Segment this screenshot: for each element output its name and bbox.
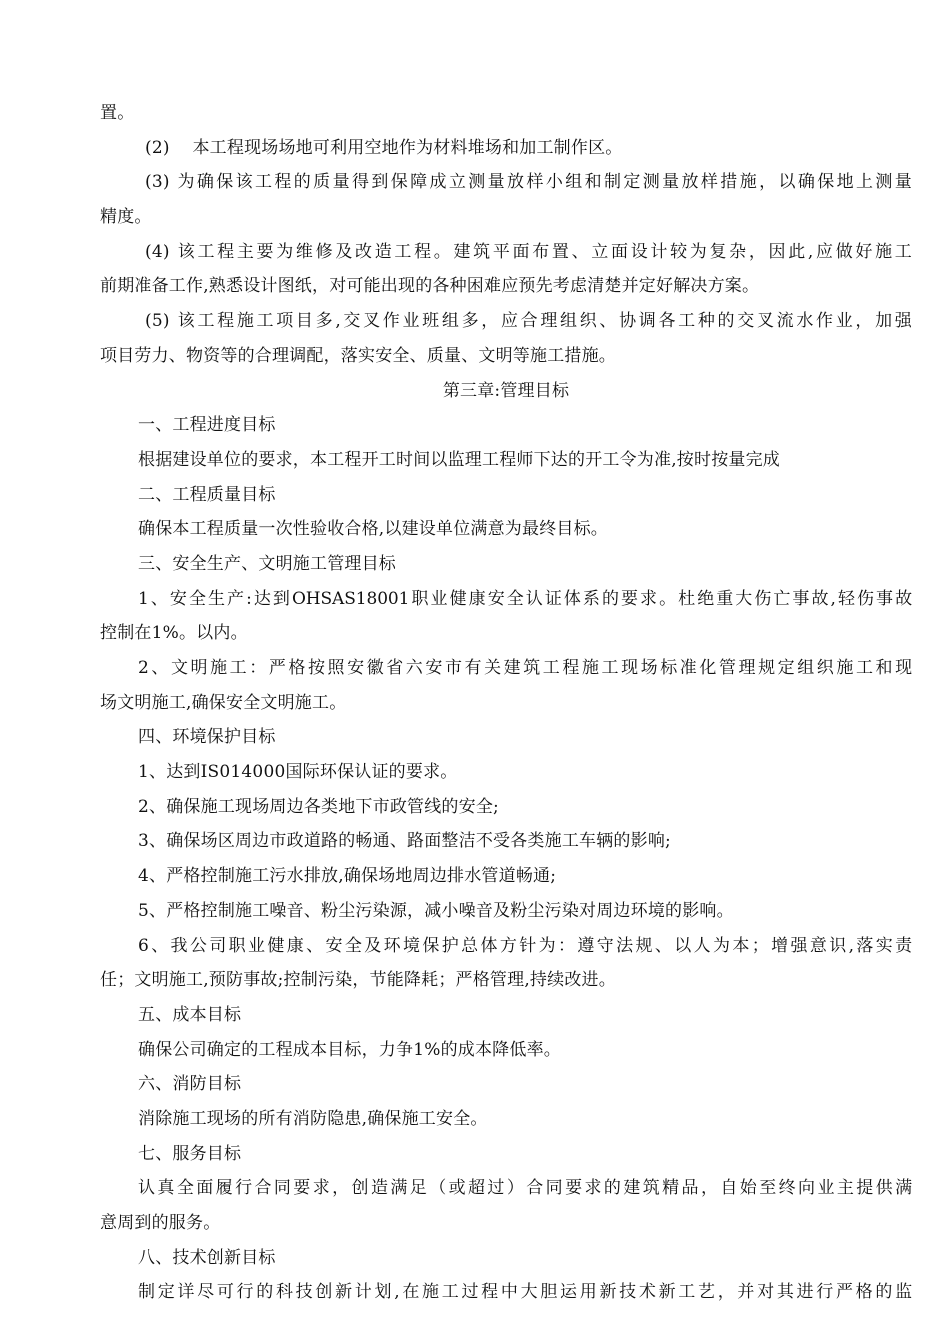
list-item: 1、达到IS014000国际环保认证的要求。: [138, 762, 458, 783]
paragraph-line: 消除施工现场的所有消防隐患,确保施工安全。: [138, 1108, 488, 1129]
paragraph-line: (3) 为确保该工程的质量得到保障成立测量放样小组和制定测量放样措施，以确保地上测量: [145, 172, 912, 193]
section-heading: 二、工程质量目标: [138, 484, 276, 505]
paragraph-line: (2) 本工程现场场地可利用空地作为材料堆场和加工制作区。: [145, 137, 623, 158]
section-heading: 三、安全生产、文明施工管理目标: [138, 553, 396, 574]
chapter-heading: 第三章:管理目标: [442, 380, 570, 401]
paragraph-line: 确保公司确定的工程成本目标，力争1%的成本降低率。: [138, 1039, 561, 1060]
paragraph-line: 根据建设单位的要求，本工程开工时间以监理工程师下达的开工令为准,按时按量完成: [138, 449, 781, 470]
section-heading: 五、成本目标: [138, 1004, 242, 1025]
paragraph-line: 精度。: [100, 207, 152, 228]
paragraph-line: 制定详尽可行的科技创新计划,在施工过程中大胆运用新技术新工艺，并对其进行严格的监: [138, 1282, 912, 1303]
section-heading: 七、服务目标: [138, 1143, 242, 1164]
paragraph-line: 任；文明施工,预防事故;控制污染，节能降耗；严格管理,持续改进。: [100, 970, 616, 991]
list-item: 6、我公司职业健康、安全及环境保护总体方针为：遵守法规、以人为本；增强意识,落实责: [138, 935, 912, 956]
paragraph-line: 置。: [100, 103, 135, 123]
list-item: 2、确保施工现场周边各类地下市政管线的安全;: [138, 796, 499, 817]
section-heading: 八、技术创新目标: [138, 1247, 276, 1268]
section-heading: 四、环境保护目标: [138, 727, 276, 748]
section-heading: 六、消防目标: [138, 1074, 242, 1095]
paragraph-line: 前期准备工作,熟悉设计图纸，对可能出现的各种困难应预先考虑清楚并定好解决方案。: [100, 276, 760, 297]
paragraph-line: 1、安全生产:达到OHSAS18001职业健康安全认证体系的要求。杜绝重大伤亡事故,轻伤事故: [138, 588, 912, 609]
paragraph-line: 2、文明施工：严格按照安徽省六安市有关建筑工程施工现场标准化管理规定组织施工和现: [138, 658, 912, 678]
paragraph-line: (5) 该工程施工项目多,交叉作业班组多，应合理组织、协调各工种的交叉流水作业，加强: [145, 311, 912, 332]
paragraph-line: 确保本工程质量一次性验收合格,以建设单位满意为最终目标。: [138, 519, 609, 540]
paragraph-line: (4) 该工程主要为维修及改造工程。建筑平面布置、立面设计较为复杂，因此,应做好施工: [145, 241, 912, 262]
paragraph-line: 意周到的服务。: [100, 1213, 221, 1233]
list-item: 5、严格控制施工噪音、粉尘污染源，减小噪音及粉尘污染对周边环境的影响。: [138, 900, 734, 921]
document-page: [100, 96, 912, 1310]
section-heading: 一、工程进度目标: [138, 415, 276, 436]
paragraph-line: 场文明施工,确保安全文明施工。: [100, 692, 347, 713]
paragraph-line: 控制在1%。以内。: [100, 623, 248, 644]
paragraph-line: 认真全面履行合同要求，创造满足（或超过）合同要求的建筑精品，自始至终向业主提供满: [138, 1178, 912, 1199]
list-item: 4、严格控制施工污水排放,确保场地周边排水管道畅通;: [138, 866, 557, 887]
list-item: 3、确保场区周边市政道路的畅通、路面整洁不受各类施工车辆的影响;: [138, 831, 671, 852]
paragraph-line: 项目劳力、物资等的合理调配，落实安全、质量、文明等施工措施。: [100, 345, 616, 366]
